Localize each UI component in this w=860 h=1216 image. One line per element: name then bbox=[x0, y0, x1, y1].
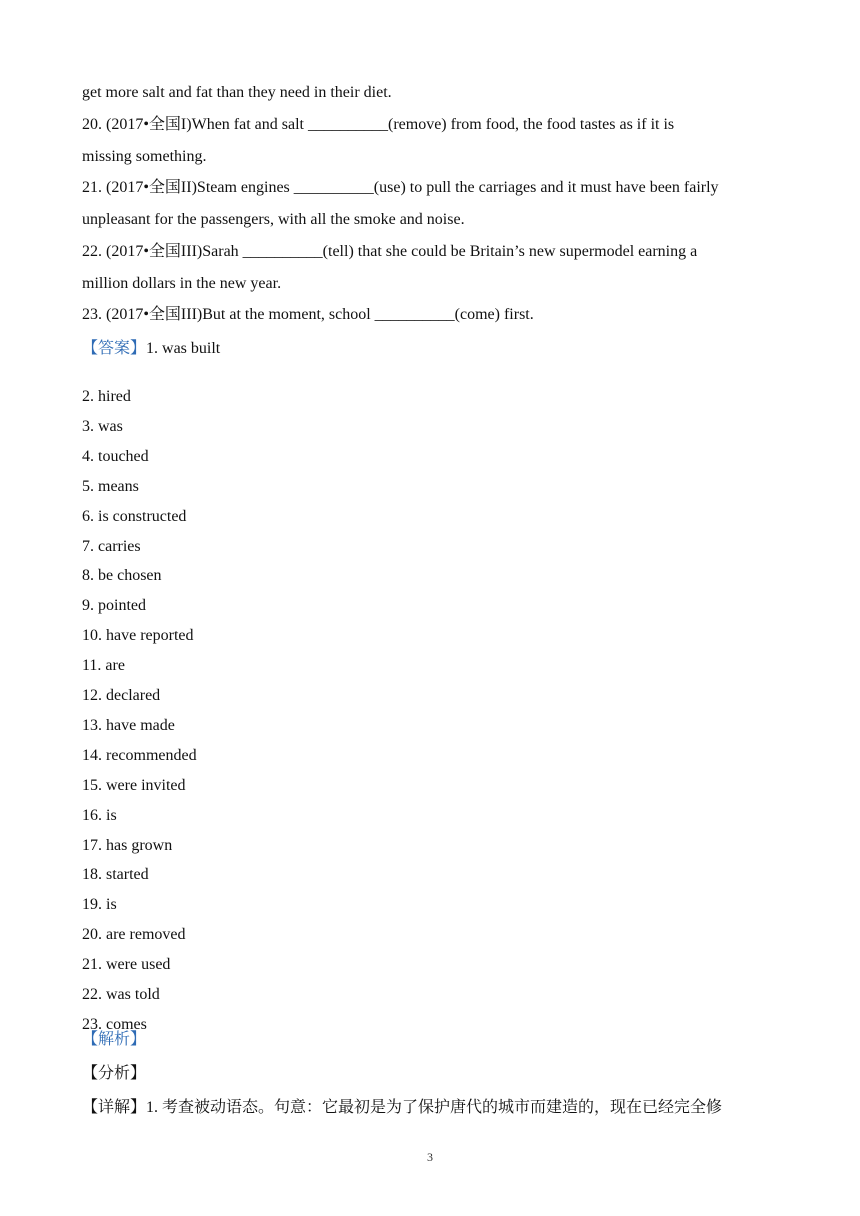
answer-item: 5. means bbox=[82, 478, 139, 495]
answer-item: 19. is bbox=[82, 896, 117, 913]
answer-item: 3. was bbox=[82, 418, 123, 435]
text-line: missing something. bbox=[82, 148, 207, 165]
answer-item: 18. started bbox=[82, 866, 149, 883]
analysis-label: 【解析】 bbox=[82, 1031, 147, 1048]
question-22: 22. (2017•全国III)Sarah __________(tell) that she could be Britain’s new supermodel earning a bbox=[82, 243, 698, 260]
detail-line bbox=[82, 1098, 722, 1118]
answer-item: 16. is bbox=[82, 807, 117, 824]
answer-item: 6. is constructed bbox=[82, 508, 187, 525]
answer-item: 4. touched bbox=[82, 448, 149, 465]
answer-item: 7. carries bbox=[82, 538, 141, 555]
answer-item: 17. has grown bbox=[82, 837, 173, 854]
text-line: get more salt and fat than they need in their diet. bbox=[82, 84, 392, 101]
page-number: 3 bbox=[427, 1150, 433, 1164]
answer-item: 20. are removed bbox=[82, 926, 186, 943]
question-21: 21. (2017•全国II)Steam engines __________(use) to pull the carriages and it must have been fairly bbox=[82, 179, 719, 196]
answer-item: 11. are bbox=[82, 657, 125, 674]
answer-label: 【答案】 bbox=[82, 340, 147, 357]
answer-item: 15. were invited bbox=[82, 777, 186, 794]
answer-item: 2. hired bbox=[82, 388, 131, 405]
answer-item: 1. was built bbox=[146, 340, 221, 357]
answer-item: 8. be chosen bbox=[82, 567, 162, 584]
answer-heading bbox=[82, 339, 220, 359]
answer-item: 22. was told bbox=[82, 986, 160, 1003]
answer-item: 23. comes bbox=[82, 1016, 147, 1033]
text-line: million dollars in the new year. bbox=[82, 275, 282, 292]
question-23: 23. (2017•全国III)But at the moment, school __________(come) first. bbox=[82, 306, 534, 323]
detail-label: 【详解】 bbox=[82, 1099, 147, 1116]
question-20: 20. (2017•全国I)When fat and salt __________(remove) from food, the food tastes as if it is bbox=[82, 116, 675, 133]
answer-item: 13. have made bbox=[82, 717, 175, 734]
answer-item: 14. recommended bbox=[82, 747, 197, 764]
answer-item: 9. pointed bbox=[82, 597, 146, 614]
detail-text: 1. 考查被动语态。句意：它最初是为了保护唐代的城市而建造的，现在已经完全修 bbox=[146, 1099, 723, 1116]
answer-item: 21. were used bbox=[82, 956, 171, 973]
text-line: unpleasant for the passengers, with all the smoke and noise. bbox=[82, 211, 465, 228]
answer-item: 12. declared bbox=[82, 687, 161, 704]
fenxi-label: 【分析】 bbox=[82, 1065, 147, 1082]
answer-item: 10. have reported bbox=[82, 627, 194, 644]
